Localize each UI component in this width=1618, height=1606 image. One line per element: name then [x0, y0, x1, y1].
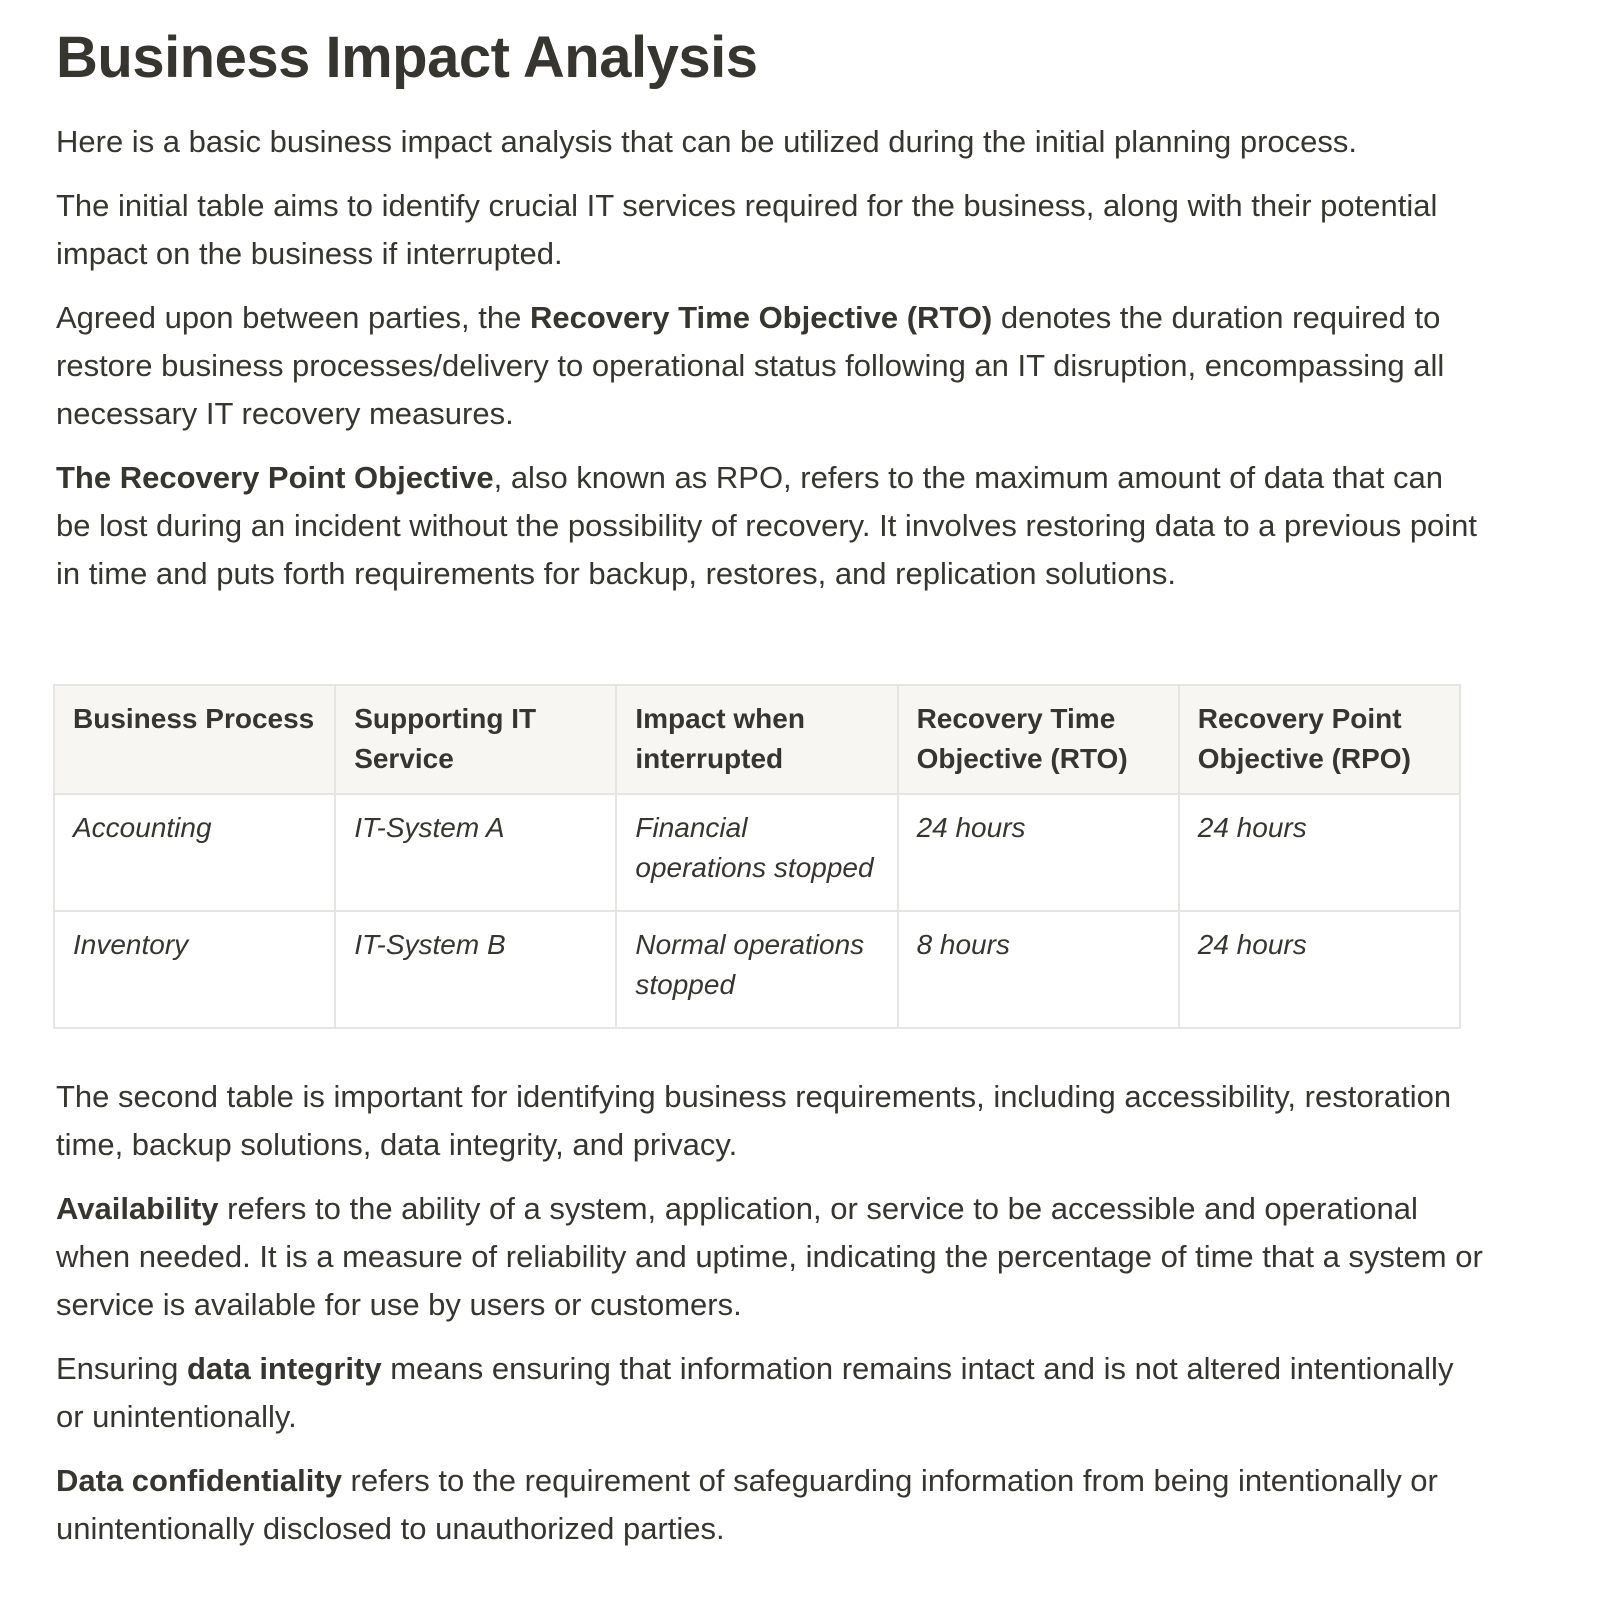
text-run: denotes the duration required to restore business processes/delivery to operational status following an IT disruption, encompassing all necessary IT recovery measures.: [56, 300, 1445, 431]
bold-term: The Recovery Point Objective: [56, 460, 494, 495]
column-header: Business Process: [54, 685, 335, 794]
paragraph-p2: [56, 182, 1486, 278]
column-header: Recovery Time Objective (RTO): [898, 685, 1179, 794]
table-cell: 24 hours: [898, 794, 1179, 911]
table-cell: 24 hours: [1179, 794, 1460, 911]
column-header: Supporting IT Service: [335, 685, 616, 794]
business-impact-table: [53, 684, 1461, 1029]
table-row: [54, 911, 1460, 1028]
table-cell: 24 hours: [1179, 911, 1460, 1028]
paragraph-p8: [56, 1457, 1486, 1553]
text-run: Ensuring: [56, 1351, 187, 1386]
bold-term: Data confidentiality: [56, 1463, 342, 1498]
outro-section: [56, 1073, 1556, 1553]
column-header: Impact when interrupted: [616, 685, 897, 794]
paragraph-p4: [56, 454, 1486, 598]
table-cell: Accounting: [54, 794, 335, 911]
bold-term: data integrity: [186, 1351, 382, 1386]
text-run: Agreed upon between parties, the: [56, 300, 530, 335]
paragraph-p1: [56, 118, 1486, 166]
paragraph-p3: [56, 294, 1486, 438]
table-cell: IT-System A: [335, 794, 616, 911]
text-run: The initial table aims to identify crucial IT services required for the business, along with their potential impact on the business if interrupted.: [56, 188, 1438, 271]
table-cell: Normal operations stopped: [616, 911, 897, 1028]
table-body: [54, 794, 1460, 1028]
text-run: , also known as RPO, refers to the maximum amount of data that can be lost during an incident without the possibility of recovery. It involves restoring data to a previous point in time and puts forth requirements for backup, restores, and replication solutions.: [56, 460, 1478, 591]
table-cell: Inventory: [54, 911, 335, 1028]
column-header: Recovery Point Objective (RPO): [1179, 685, 1460, 794]
paragraph-p7: [56, 1345, 1486, 1441]
bold-term: Availability: [56, 1191, 219, 1226]
text-run: refers to the ability of a system, application, or service to be accessible and operational when needed. It is a measure of reliability and uptime, indicating the percentage of time that a system or service is available for use by users or customers.: [56, 1191, 1483, 1322]
page-title: Business Impact Analysis: [56, 25, 758, 90]
table-cell: 8 hours: [898, 911, 1179, 1028]
intro-section: [56, 118, 1556, 598]
table-cell: Financial operations stopped: [616, 794, 897, 911]
text-run: refers to the requirement of safeguarding information from being intentionally or unintentionally disclosed to unauthorized parties.: [56, 1463, 1438, 1546]
table-cell: IT-System B: [335, 911, 616, 1028]
paragraph-p6: [56, 1185, 1486, 1329]
table-row: [54, 794, 1460, 911]
text-run: The second table is important for identifying business requirements, including accessibility, restoration time, backup solutions, data integrity, and privacy.: [56, 1079, 1452, 1162]
table-header-row: [54, 685, 1460, 794]
text-run: means ensuring that information remains intact and is not altered intentionally or unintentionally.: [56, 1351, 1454, 1434]
bold-term: Recovery Time Objective (RTO): [529, 300, 993, 335]
spacer: [56, 614, 1556, 684]
text-run: Here is a basic business impact analysis that can be utilized during the initial planning process.: [56, 124, 1357, 159]
paragraph-p5: [56, 1073, 1486, 1169]
